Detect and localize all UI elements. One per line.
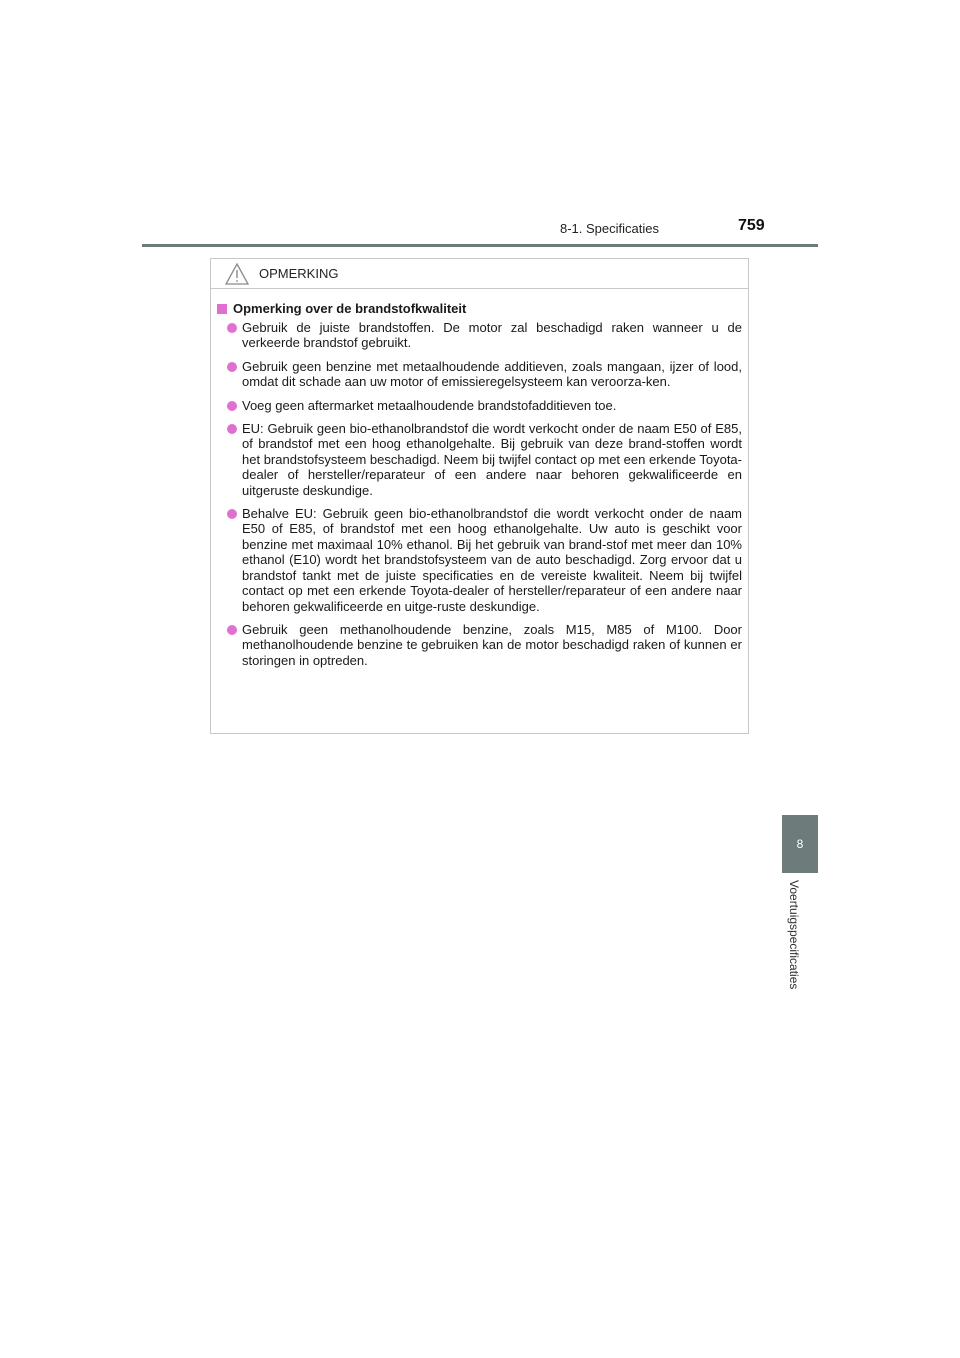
list-item [211,359,748,390]
header-divider [142,244,818,247]
chapter-tab[interactable] [782,815,818,873]
bullet-dot-icon [227,625,237,635]
list-item [211,622,748,668]
bullet-dot-icon [227,362,237,372]
list-item-text: Behalve EU: Gebruik geen bio-ethanolbrandstof die wordt verkocht onder de naam E50 of E85, of brandstof met een hoog ethanolgehalte. Uw auto is geschikt voor benzine met maximaal 10% ethanol. Bij het gebruik van brand-stof met meer dan 10% ethanol (E10) wordt het brandstofsysteem van de auto beschadigd. Zorg ervoor dat u brandstof tankt met de juiste specificaties en de vereiste kwaliteit. Neem bij twijfel contact op met een erkende Toyota-dealer of hersteller/reparateur of een andere naar behoren gekwalificeerde en uitge-ruste deskundige. [242,506,742,614]
list-item [211,506,748,614]
chapter-number: 8 [796,837,804,851]
list-item-text: EU: Gebruik geen bio-ethanolbrandstof die wordt verkocht onder de naam E50 of E85, of brandstof met een hoog ethanolgehalte. Bij gebruik van deze brand-stoffen wordt het brandstofsysteem beschadigd. Neem bij twijfel contact op met een erkende Toyota-dealer of hersteller/reparateur of een andere naar behoren gekwalificeerde en uitgeruste deskundige. [242,421,742,498]
section-heading-text: Opmerking over de brandstofkwaliteit [233,301,467,316]
bullet-dot-icon [227,401,237,411]
note-section-heading [215,301,748,316]
note-list [211,320,748,668]
bullet-dot-icon [227,509,237,519]
note-header [211,259,748,289]
bullet-dot-icon [227,424,237,434]
list-item-text: Gebruik de juiste brandstoffen. De motor zal beschadigd raken wanneer u de verkeerde brandstof gebruikt. [242,320,742,351]
list-item-text: Gebruik geen benzine met metaalhoudende additieven, zoals mangaan, ijzer of lood, omdat dit schade aan uw motor of emissieregelsysteem kan veroorza-ken. [242,358,742,390]
list-item [211,320,748,351]
list-item [211,398,748,413]
list-item-text: Voeg geen aftermarket metaalhoudende brandstofadditieven toe. [242,397,617,413]
square-bullet-icon [217,304,227,314]
list-item [211,421,748,498]
page-number: 759 [738,217,765,234]
chapter-label: Voertuigspecificaties [787,880,801,990]
note-title: OPMERKING [259,266,339,281]
section-title: 8-1. Specificaties [560,221,659,236]
note-box [210,258,749,734]
list-item-text: Gebruik geen methanolhoudende benzine, zoals M15, M85 of M100. Door methanolhoudende benzine te gebruiken kan de motor beschadigd raken of kunnen er storingen in optreden. [242,621,742,668]
bullet-dot-icon [227,323,237,333]
warning-triangle-icon [225,263,249,285]
